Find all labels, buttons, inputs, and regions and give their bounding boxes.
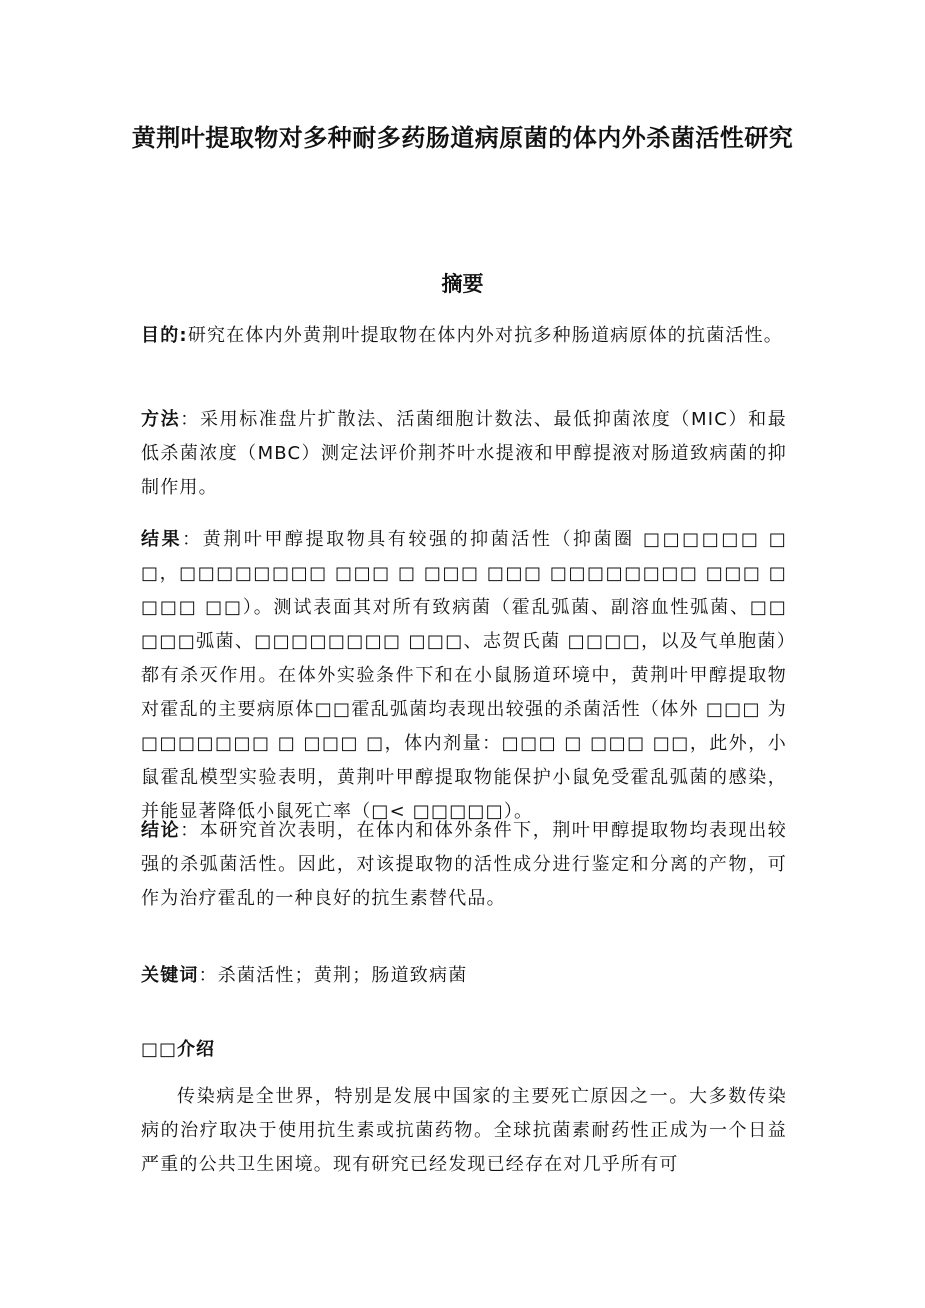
method-text: ：采用标准盘片扩散法、活菌细胞计数法、最低抑菌浓度（MIC）和最低杀菌浓度（MBC）测定法评价荆芥叶水提液和甲醇提液对肠道致病菌的抑制作用。 [141,409,787,498]
result-text: ：黄荆叶甲醇提取物具有较强的抑菌活性（抑菌圈 □□□□□□ □ □，□□□□□□□□ □□□ □ □□□ □□□ □□□□□□□□ □□□ □ □□□ □□）。测试表面其对所有致病菌（霍乱弧菌、副溶血性弧菌、□□ □□□弧菌、□□□□□□□□ □□□、志贺氏菌 □□□□，以及气单胞菌）都有杀灭作用。在体外实验条件下和在小鼠肠道环境中，黄荆叶甲醇提取物对霍乱的主要病原体□□霍乱弧菌均表现出较强的杀菌活性（体外 □□□ 为 □□□□□□□ □ □□□ □，体内剂量：□□□ □ □□□ □□，此外，小鼠霍乱模型实验表明，黄荆叶甲醇提取物能保护小鼠免受霍乱弧菌的感染，并能显著降低小鼠死亡率（□< □□□□□）。 [141,529,787,822]
keywords-label: 关键词 [141,965,199,986]
purpose-text: 研究在体内外黄荆叶提取物在体内外对抗多种肠道病原体的抗菌活性。 [187,325,784,346]
abstract-purpose [141,319,787,353]
introduction-paragraph: 传染病是全世界，特别是发展中国家的主要死亡原因之一。大多数传染病的治疗取决于使用抗生素或抗菌药物。全球抗菌素耐药性正成为一个日益严重的公共卫生困境。现有研究已经发现已经存在对几乎所有可 [141,1086,787,1175]
section-heading-introduction: □□介绍 [141,1039,216,1060]
keywords [141,959,787,993]
conclusion-text: ：本研究首次表明，在体内和体外条件下，荆叶甲醇提取物均表现出较强的杀弧菌活性。因此，对该提取物的活性成分进行鉴定和分离的产物，可作为治疗霍乱的一种良好的抗生素替代品。 [141,820,788,909]
conclusion-label: 结论 [141,820,181,841]
keywords-text: ：杀菌活性；黄荆；肠道致病菌 [198,965,468,986]
result-label: 结果 [141,529,183,550]
abstract-result [141,523,787,829]
paper-title: 黄荆叶提取物对多种耐多药肠道病原菌的体内外杀菌活性研究 [131,124,794,152]
method-label: 方法 [141,409,181,430]
abstract-heading: 摘要 [441,272,484,296]
purpose-label: 目的: [141,325,188,346]
abstract-conclusion [141,814,787,916]
abstract-method [141,403,787,505]
